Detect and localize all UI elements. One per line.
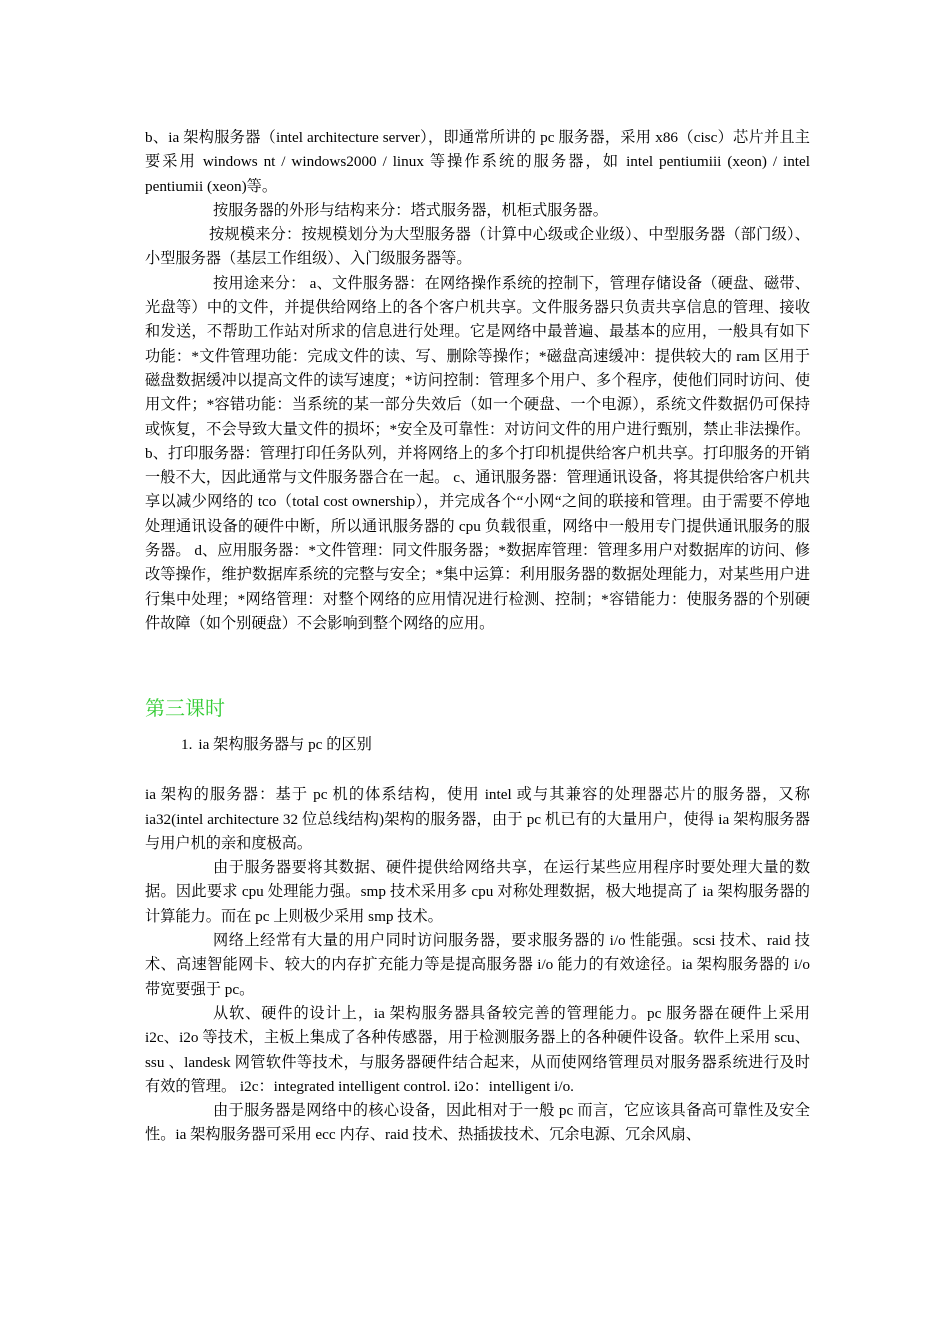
list-item-number: 1.	[181, 736, 193, 754]
paragraph-ia-server-intro: b、ia 架构服务器（intel architecture server），即通常所讲的 pc 服务器，采用 x86（cisc）芯片并且主要采用 windows nt / windows2000 / linux 等操作系统的服务器，如 intel pentiumiii (xeon) / intel pentiumii (xeon)等。	[145, 129, 810, 195]
paragraph-reliability: 由于服务器是网络中的核心设备，因此相对于一般 pc 而言，它应该具备高可靠性及安全性。ia 架构服务器可采用 ecc 内存、raid 技术、热插拔技术、冗余电源、冗余风扇、	[145, 1102, 810, 1144]
paragraph-by-scale: 按规模来分：按规模划分为大型服务器（计算中心级或企业级）、中型服务器（部门级）、小型服务器（基层工作组级）、入门级服务器等。	[145, 226, 810, 268]
spacer	[145, 757, 810, 783]
section-heading: 第三课时	[145, 698, 225, 721]
paragraph-by-form: 按服务器的外形与结构来分：塔式服务器，机柜式服务器。	[213, 201, 608, 219]
paragraph-ia-definition: ia 架构的服务器：基于 pc 机的体系结构，使用 intel 或与其兼容的处理器芯片的服务器，又称 ia32(intel architecture 32 位总线结构)架构的服务器，由于 pc 机已有的大量用户，使得 ia 架构服务器与用户机的亲和度极高。	[145, 786, 810, 852]
paragraph-by-usage: 按用途来分： a、文件服务器：在网络操作系统的控制下，管理存储设备（硬盘、磁带、光盘等）中的文件，并提供给网络上的各个客户机共享。文件服务器只负责共享信息的管理、接收和发送，不帮助工作站对所求的信息进行处理。它是网络中最普遍、最基本的应用，一般具有如下功能：*文件管理功能：完成文件的读、写、删除等操作；*磁盘高速缓冲：提供较大的 ram 区用于磁盘数据缓冲以提高文件的读写速度；*访问控制：管理多个用户、多个程序，使他们同时访问、使用文件；*容错功能：当系统的某一部分失效后（如一个硬盘、一个电源），系统文件数据仍可保持或恢复，不会导致大量文件的损坏；*安全及可靠性：对访问文件的用户进行甄别，禁止非法操作。 b、打印服务器：管理打印任务队列，并将网络上的多个打印机提供给客户机共享。打印服务的开销一般不大，因此通常与文件服务器合在一起。 c、通讯服务器：管理通讯设备，将其提供给客户机共享以减少网络的 tco（total cost ownership），并完成各个“小网“之间的联接和管理。由于需要不停地处理通讯设备的硬件中断，所以通讯服务器的 cpu 负载很重，网络中一般用专门提供通讯服务的服务器。 d、应用服务器：*文件管理：同文件服务器；*数据库管理：管理多用户对数据库的访问、修改等操作，维护数据库系统的完整与安全；*集中运算：利用服务器的数据处理能力，对某些用户进行集中处理；*网络管理：对整个网络的应用情况进行检测、控制；*容错能力：使服务器的个别硬件故障（如个别硬盘）不会影响到整个网络的应用。	[145, 274, 810, 632]
list-item-text: ia 架构服务器与 pc 的区别	[198, 736, 372, 754]
paragraph-io: 网络上经常有大量的用户同时访问服务器，要求服务器的 i/o 性能强。scsi 技术、raid 技术、高速智能网卡、较大的内存扩充能力等是提高服务器 i/o 能力的有效途径。ia 架构服务器的 i/o 带宽要强于 pc。	[145, 932, 810, 998]
document-page	[145, 126, 810, 1148]
list-item	[145, 733, 810, 757]
paragraph-management: 从软、硬件的设计上，ia 架构服务器具备较完善的管理能力。pc 服务器在硬件上采用 i2c、i2o 等技术，主板上集成了各种传感器，用于检测服务器上的各种硬件设备。软件上采用 scu、ssu 、landesk 网管软件等技术，与服务器硬件结合起来，从而使网络管理员对服务器系统进行及时有效的管理。 i2c：integrated intelligent control. i2o：intelligent i/o.	[145, 1004, 810, 1095]
paragraph-cpu: 由于服务器要将其数据、硬件提供给网络共享，在运行某些应用程序时要处理大量的数据。因此要求 cpu 处理能力强。smp 技术采用多 cpu 对称处理数据，极大地提高了 ia 架构服务器的计算能力。而在 pc 上则极少采用 smp 技术。	[145, 859, 810, 925]
